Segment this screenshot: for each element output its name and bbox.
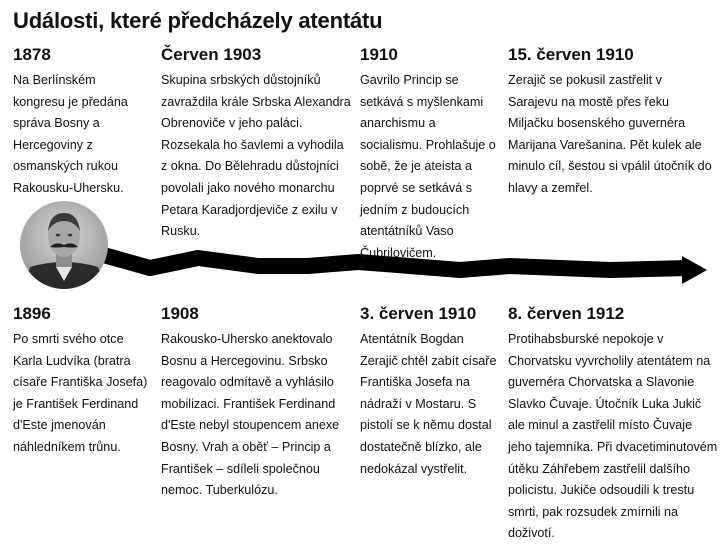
event-1908 <box>161 304 351 502</box>
event-date: 3. červen 1910 <box>360 304 477 323</box>
event-text: Na Berlínském kongresu je předána správa Bosny a Hercegoviny z osmanských rukou Rakousku-Uhersku. <box>13 73 128 195</box>
event-date: Červen 1903 <box>161 45 262 64</box>
event-june-3-1910 <box>360 304 500 480</box>
event-1896 <box>13 304 155 459</box>
event-1910 <box>360 45 498 264</box>
event-june-15-1910 <box>508 45 713 200</box>
event-june-8-1912 <box>508 304 718 545</box>
event-text: Gavrilo Princip se setkává s myšlenkami anarchismu a socialismu. Prohlašuje o sobě, že je ateista a poprvé se setkává s jedním z budoucích atentátníků Vaso Čubrilovičem. <box>360 73 496 260</box>
event-date: 1908 <box>161 304 199 323</box>
page-title: Události, které předcházely atentátu <box>13 8 383 33</box>
event-date: 1896 <box>13 304 51 323</box>
event-text: Rakousko-Uhersko anektovalo Bosnu a Hercegovinu. Srbsko reagovalo odmítavě a vyhlásilo mobilizaci. František Ferdinand d'Este nebyl stoupencem anexe Bosny. Vrah a oběť – Princip a František – sdíleli společnou nemoc. Tuberkulózu. <box>161 332 340 498</box>
event-text: Skupina srbských důstojníků zavraždila krále Srbska Alexandra Obrenoviče v jeho paláci. Rozsekala ho šavlemi a vyhodila z okna. Do Bělehradu důstojníci povolali jako nového monarchu Petara Karadjordjeviče z exilu v Rusku. <box>161 73 351 239</box>
event-text: Zerajič se pokusil zastřelit v Sarajevu na mostě přes řeku Miljačku bosenského guvernéra Marijana Varešanina. Pět kulek ale minulo cíl, šestou si vpálil útočník do hlavy a zemřel. <box>508 73 712 195</box>
event-date: 1878 <box>13 45 51 64</box>
event-date: 1910 <box>360 45 398 64</box>
event-text: Atentátník Bogdan Zerajič chtěl zabít císaře Františka Josefa na nádraží v Mostaru. S pistolí se k němu dostal dostatečně blízko, ale nedokázal vystřelit. <box>360 332 497 476</box>
event-text: Po smrti svého otce Karla Ludvíka (bratra císaře Františka Josefa) je František Ferdinand d'Este jmenován náhledníkem trůnu. <box>13 332 148 454</box>
event-date: 8. červen 1912 <box>508 304 625 323</box>
franz-ferdinand-portrait-icon <box>20 201 108 289</box>
event-june-1903 <box>161 45 351 243</box>
event-text: Protihabsburské nepokoje v Chorvatsku vyvrcholily atentátem na guvernéra Chorvatska a Slavonie Slavko Čuvaje. Útočník Luka Jukič ale minul a zastřelil místo Čuvaje jeho tajemníka. Při dvacetiminutovém útěku Záhřebem zastřelil dalšího policistu. Jukiče odsoudili k trestu smrti, pak rozsudek zmírnili na doživotí. <box>508 332 718 541</box>
event-date: 15. červen 1910 <box>508 45 634 64</box>
event-1878 <box>13 45 148 200</box>
